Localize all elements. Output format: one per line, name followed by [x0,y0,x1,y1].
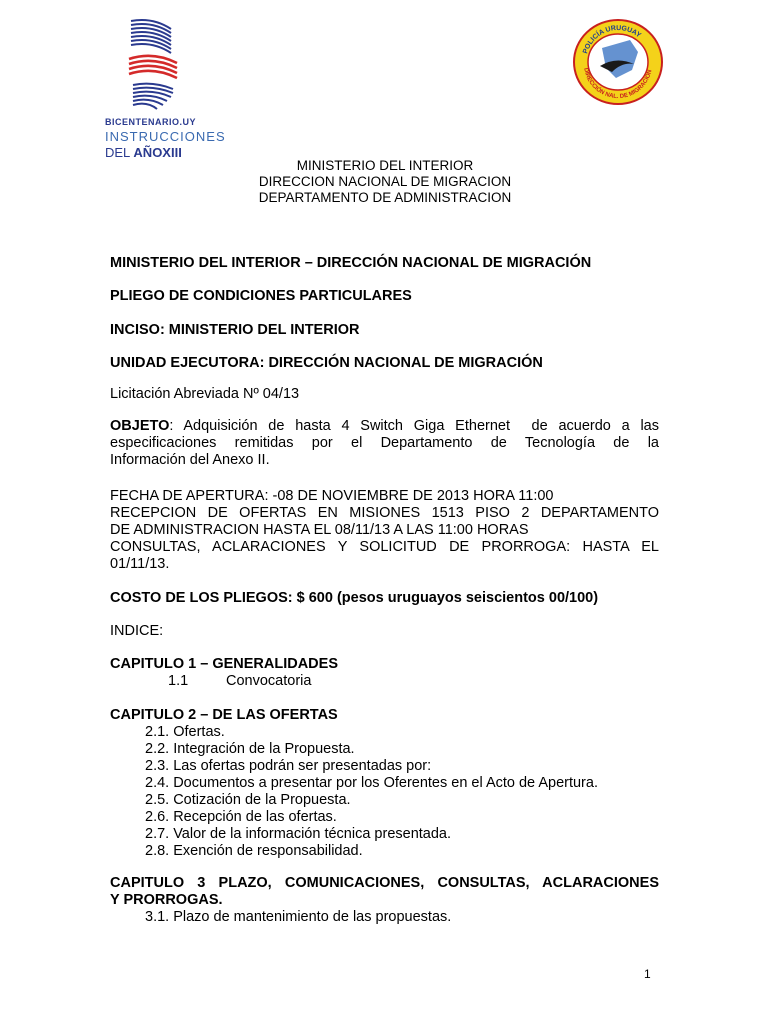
seal-bottom-text: DIRECCIÓN NAL. DE MIGRACIÓN [582,67,654,101]
capitulo-2-item: 2.4. Documentos a presentar por los Oferentes en el Acto de Apertura. [145,775,598,791]
header-line-1: MINISTERIO DEL INTERIOR [296,158,474,173]
capitulo-1-item [168,673,311,690]
title-pliego: PLIEGO DE CONDICIONES PARTICULARES [110,288,412,304]
consultas-line-1: CONSULTAS, ACLARACIONES Y SOLICITUD DE PRORROGA: HASTA EL [110,539,659,555]
seal-top-text: POLICÍA URUGUAY [582,24,642,55]
objeto-text-1: : Adquisición de hasta 4 Switch Giga Ethernet de acuerdo a las [169,418,659,434]
licitacion-text: Licitación Abreviada Nº 04/13 [110,386,300,402]
objeto-label: OBJETO [110,418,170,434]
objeto-line-1 [110,418,659,435]
logo-anoxiii: AÑOXIII [133,145,182,160]
capitulo-2-item: 2.8. Exención de responsabilidad. [145,843,363,859]
capitulo-1-title: CAPITULO 1 – GENERALIDADES [110,656,338,672]
capitulo-3-title-line-2: Y PRORROGAS. [110,892,223,908]
logo-line-bicentenario: BICENTENARIO.UY [105,117,197,127]
capitulo-2-item: 2.6. Recepción de las ofertas. [145,809,337,825]
capitulo-1-item-text: Convocatoria [226,673,312,689]
consultas-line-2: 01/11/13. [110,556,170,572]
logo-del: DEL [105,145,134,160]
capitulo-3-item: 3.1. Plazo de mantenimiento de las propuestas. [145,909,452,925]
costo-pliegos: COSTO DE LOS PLIEGOS: $ 600 (pesos uruguayos seiscientos 00/100) [110,590,599,606]
capitulo-2-item: 2.1. Ofertas. [145,724,225,740]
recepcion-line-1: RECEPCION DE OFERTAS EN MISIONES 1513 PISO 2 DEPARTAMENTO [110,505,659,521]
bicentenario-logo [105,15,230,165]
objeto-line-2: especificaciones remitidas por el Departamento de Tecnología de la [110,435,659,451]
capitulo-2-item: 2.3. Las ofertas podrán ser presentadas por: [145,758,432,774]
capitulo-2-item: 2.5. Cotización de la Propuesta. [145,792,351,808]
capitulo-3-title-line-1: CAPITULO 3 PLAZO, COMUNICACIONES, CONSULTAS, ACLARACIONES [110,875,659,891]
title-ministry: MINISTERIO DEL INTERIOR – DIRECCIÓN NACIONAL DE MIGRACIÓN [110,255,592,271]
title-unidad: UNIDAD EJECUTORA: DIRECCIÓN NACIONAL DE MIGRACIÓN [110,355,543,371]
recepcion-line-2: DE ADMINISTRACION HASTA EL 08/11/13 A LAS 11:00 HORAS [110,522,529,538]
fecha-apertura: FECHA DE APERTURA: -08 DE NOVIEMBRE DE 2013 HORA 11:00 [110,488,554,504]
page-number: 1 [644,967,651,981]
bicentenario-emblem-graphic [123,15,183,115]
header-line-2: DIRECCION NACIONAL DE MIGRACION [258,174,512,189]
migracion-seal-graphic [572,18,664,106]
capitulo-2-item: 2.7. Valor de la información técnica presentada. [145,826,452,842]
title-inciso: INCISO: MINISTERIO DEL INTERIOR [110,322,360,338]
objeto-line-3: Información del Anexo II. [110,452,270,468]
migracion-seal-logo [572,18,664,106]
capitulo-1-item-num: 1.1 [168,673,189,689]
indice-label: INDICE: [110,623,164,639]
capitulo-2-item: 2.2. Integración de la Propuesta. [145,741,355,757]
capitulo-2-title: CAPITULO 2 – DE LAS OFERTAS [110,707,338,723]
logo-line-instrucciones: INSTRUCCIONES [105,129,226,144]
header-line-3: DEPARTAMENTO DE ADMINISTRACION [258,190,512,205]
